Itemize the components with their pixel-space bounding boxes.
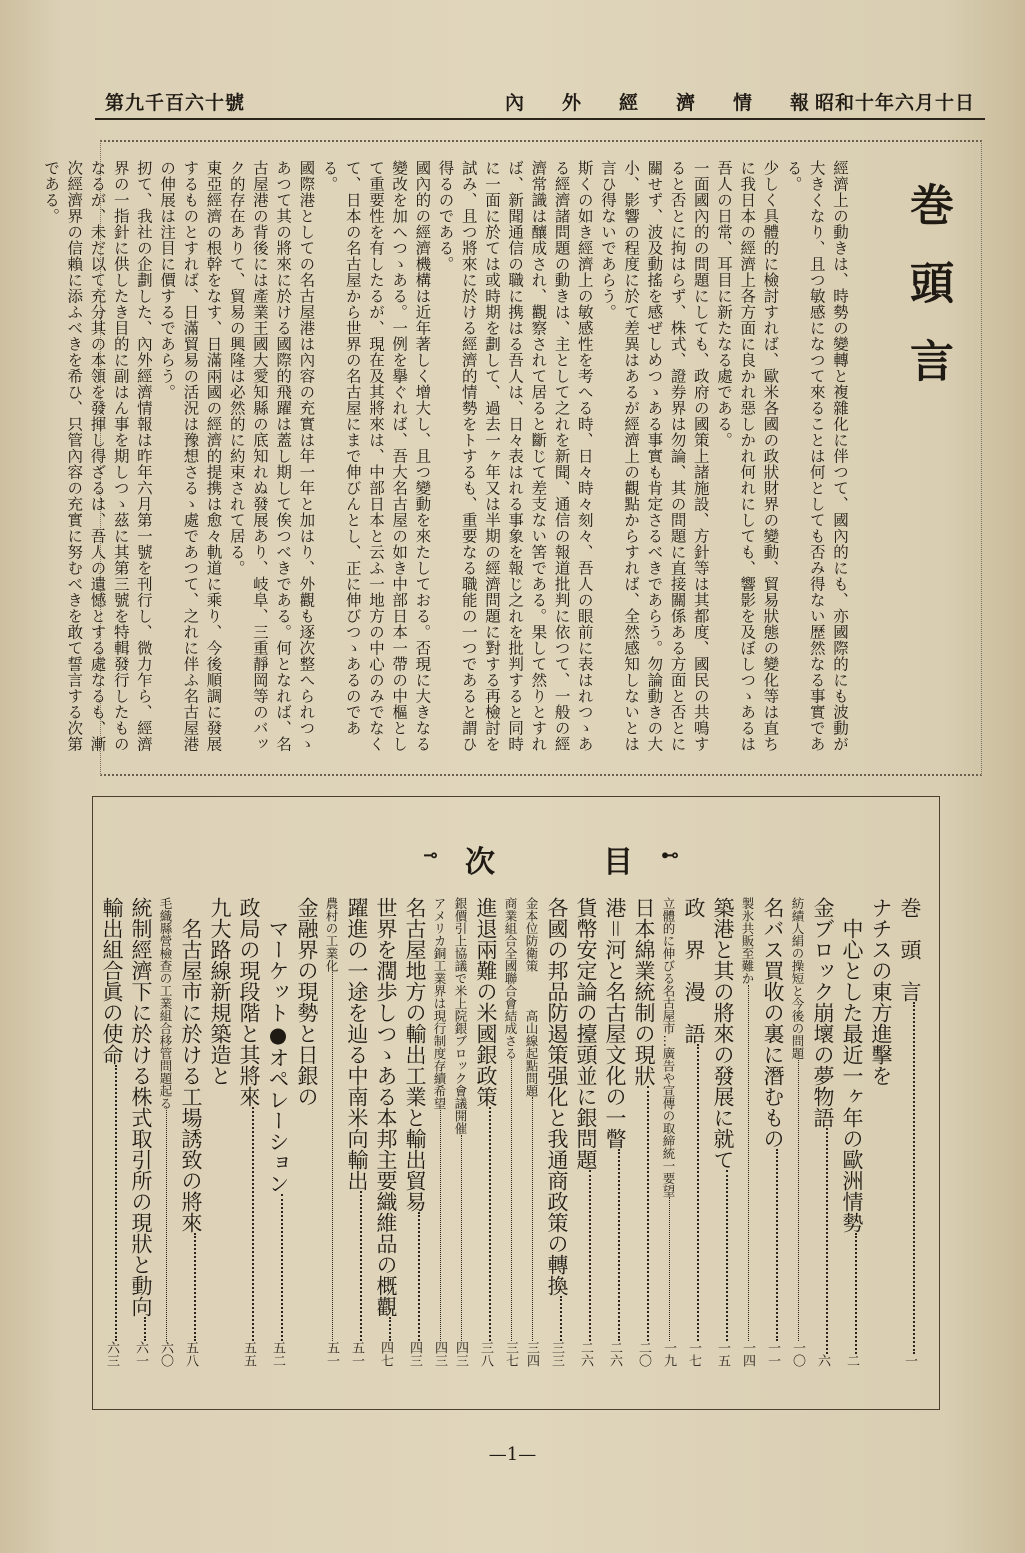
toc-entry-page: 六 [815,1354,830,1367]
publication-title: 報情濟經外內 [505,92,848,114]
preface-paragraph: 東亞經濟の根幹をなす、日滿兩國の經濟的提携は愈々軌道に乘り、今後順調に發展するものとすれば、日滿貿易の活況は豫想さるゝ處であつて、之れに伴ふ名古屋港の伸展は注目に價するであらう。 [158,160,223,752]
toc-entry [738,897,757,1367]
toc-title [423,837,723,880]
toc-entry-page: 五一 [349,1341,364,1367]
toc-entry-title: 金本位防衛策 高山線起點問題 [524,897,539,1097]
toc-entry-page: 一 [902,1354,917,1367]
toc-entry [451,897,470,1367]
toc-entry-title: 中心とした最近一ヶ年の歐洲情勢 [840,897,864,1233]
toc-entry-page: 五八 [183,1341,198,1367]
toc-entry-title: 商業組合全國聯合會結成さる [503,897,518,1060]
toc-entry-title: 毛織縣營檢查の工業組合移管問題起る [158,897,173,1110]
toc-entry-title: 九大路線新規築造と [208,897,232,1086]
toc-entry [343,897,370,1367]
toc-entry-title: 銀價引上協議で米上院銀ブロック會議開催 [453,897,468,1135]
leader-dots [243,1107,254,1341]
toc-entry [472,897,499,1367]
toc-entry [401,897,428,1367]
toc-entry [809,897,836,1367]
preface-paragraph: 扨て、我社の企劃した、內外經濟情報は昨年六月第一號を刊行し、微力乍ら、經濟界の一指針に供したき目的に副はん事を期しつゝ茲に其第三號を特輯發行したものなるが、未だ以て充分其の本領を發揮し得ざるは、吾人の遺憾とする處なるも、漸次經濟界の信賴に添ふべきを希ひ、只管內容の充實に努むべきを敢て誓言する次第である。 [42,160,153,752]
preface-paragraph: 少しく具體的に檢討すれば、歐米各國の政狀財界の變動、貿易狀態の變化等は直ちに我日本の經濟上各方面に良かれ惡しかれ何れにしても、響影を及ぼしつゝあるは吾人の日常、耳目に新たなる處である。 [714,160,780,752]
toc-entry [601,897,628,1367]
toc-entry [206,897,233,1367]
toc-entry-title: 名古屋市に於ける工場誘致の將來 [179,897,203,1233]
toc-entry-page: 五二 [270,1341,285,1367]
toc-entry-title: 名バス買收の裏に潛むもの [761,897,785,1149]
toc-entry-page: 一五 [715,1341,730,1367]
leader-dots [796,1060,799,1342]
toc-entry-title: 統制經濟下に於ける株式取引所の現狀と動向 [129,897,153,1317]
leader-dots [459,1135,462,1342]
leader-dots [551,1296,562,1341]
toc-entry [177,897,204,1367]
leader-dots [272,1194,283,1341]
toc-entry [235,897,262,1367]
ornament-icon: ⊷ [661,845,679,866]
toc-entry [501,897,520,1367]
toc-entry [430,897,449,1367]
ornament-icon: ⊸ [423,845,439,866]
issue-number: 號十六百千九第 [105,92,246,114]
toc-entry-page: 三八 [478,1341,493,1367]
toc-entry [543,897,570,1367]
toc-entry-page: 六一 [133,1341,148,1367]
leader-dots [480,1107,491,1341]
toc-title-moku: 目 [603,845,633,880]
toc-entry-title: 紡績人絹の操短と今後の問題 [790,897,805,1060]
toc-entry-title: 築港と其の將來の發展に就て [711,897,735,1170]
toc-entry [867,897,894,1367]
toc-entry-page: 三七 [503,1341,518,1367]
toc-entry-title: 港＝河と名古屋文化の一瞥 [603,897,627,1149]
toc-entry-page: 一四 [740,1341,755,1367]
toc-entry-title: 製氷共販至難か [740,897,755,985]
toc-entry-page: 四七 [378,1341,393,1367]
leader-dots [767,1149,778,1341]
toc-entry-page: 一一 [765,1341,780,1367]
toc-entry-title: 金ブロック崩壞の夢物語 [811,897,835,1128]
toc-entry-title: 輸出組合眞の使命 [100,897,124,1065]
table-of-contents [92,796,940,1410]
toc-entry-page: 三四 [524,1341,539,1367]
toc-entry-title: 貨幣安定論の擡頭並に銀問題 [574,897,598,1170]
toc-entry [630,897,657,1367]
toc-entry [522,897,541,1367]
leader-dots [688,1044,699,1341]
issue-date: 日十月六年十和昭 [814,92,975,114]
leader-dots [438,1110,441,1342]
leader-dots [846,1233,857,1354]
toc-entry [293,897,320,1367]
preface-paragraph: 經濟上の動きは、時勢の變轉と複雜化に伴つて、國內的にも、亦國際的にも波動が大きくなり、且つ敏感になつて來ることは何としても否み得ない歷然なる事實である。 [784,160,849,752]
toc-entry-title: 各國の邦品防遏策强化と我通商政策の轉換 [545,897,569,1296]
preface-box [42,140,982,776]
toc-entry-title: 名古屋地方の輸出工業と輸出貿易 [403,897,427,1212]
leader-dots [609,1149,620,1341]
leader-dots [580,1170,591,1341]
toc-entry-page: 五五 [241,1341,256,1367]
leader-dots [717,1170,728,1341]
toc-entry-page: 一七 [686,1341,701,1367]
toc-entry-title: 世界を濶歩しつゝある本邦主要織維品の概觀 [374,897,398,1317]
toc-entry-page: 三三 [549,1341,564,1367]
preface-body [42,160,851,760]
toc-entry-page: 四三 [453,1341,468,1367]
toc-entry [372,897,399,1367]
leader-dots [667,1197,670,1341]
leader-dots [509,1060,512,1342]
toc-entry [788,897,807,1367]
toc-entry [572,897,599,1367]
toc-entry [322,897,341,1367]
toc-entry [709,897,736,1367]
toc-entry [896,897,923,1367]
leader-dots [351,1191,362,1341]
toc-entry-title: 政局の現段階と其將來 [237,897,261,1107]
toc-entry [838,897,865,1367]
toc-entry [127,897,154,1367]
leader-dots [904,1002,915,1354]
toc-entry [98,897,125,1367]
preface-paragraph: 國際港としての名古屋港は內容の充實は年一年と加はり、外觀も逐次整へられつゝあつて其の將來に於ける國際的飛躍は蓋し期して俟つべきである。何となれば、名古屋港の背後には產業王國大愛知縣の底知れぬ發展あり、岐阜、三重靜岡等のバック的存在ありて、貿易の興隆は必然的に約束されて居る。 [227,160,316,752]
leader-dots [638,1086,649,1341]
toc-entry-title: 政 界 漫 語 [682,897,706,1044]
leader-dots [409,1212,420,1341]
toc-entry-title: 躍進の一途を辿る中南米向輸出 [345,897,369,1191]
preface-paragraph: 一面國內的の問題にしても、政府の國策上諸施設、方針等は其都度、國民の共鳴すると否とに拘はらず、株式、證券界は勿論、其の問題に直接關係ある方面と否とに關せず、波及動搖を感ぜしめつゝある事實も肯定さるべきであらう。勿論動きの大小、影響の程度に於て差異はあるが經濟上の觀點からすれば、全然感知しないとは言ひ得ないであらう。 [598,160,710,752]
toc-entry-page: 二六 [607,1341,622,1367]
toc-title-tsugi: 次 [465,845,495,880]
toc-entry [659,897,678,1367]
leader-dots [380,1317,391,1341]
toc-entry [759,897,786,1367]
leader-dots [185,1233,196,1341]
preface-paragraph: 國內的の經濟機構は近年著しく增大し、且つ變動を來たしておる。否現に大きなる變改を加へつゝある。一例を擧ぐれば、吾大名古屋の如き中部日本一帶の中樞として重要性を有したるが、現在及其將來は、中部日本と云ふ一地方の中心のみでなくて、日本の名古屋から世界の名古屋にまで伸びんとし、正に伸びつゝあるのである。 [320,160,432,752]
preface-paragraph: 斯くの如き經濟上の敏感性を考へる時、日々時々刻々、吾人の眼前に表はれつゝある經濟諸問題の動きは、主として之れを新聞、通信の報道批判に依つて、一般の經濟常識は釀成され、觀察されて居ると斷じて差支ない筈である。果して然りとすれば、新聞通信の職に携はる吾人は、日々表はれる事象を報じ之れを批判すると同時に一面に於ては或時期を劃して、過去一ヶ年又は半期の經濟問題に對する再檢討を試み、且つ將來に於ける經濟的情勢をトするも、重要なる職能の一つであると謂ひ得るのである。 [436,160,594,752]
toc-entry-page: 六〇 [158,1341,173,1367]
leader-dots [530,1097,533,1341]
toc-entry [156,897,175,1367]
toc-entry-page: 四三 [432,1341,447,1367]
toc-entry-page: 二 [844,1354,859,1367]
toc-entry-page: 二六 [578,1341,593,1367]
toc-entry-title: マーケット●オペレーション [266,897,290,1194]
leader-dots [135,1317,146,1341]
leader-dots [164,1110,167,1342]
toc-entry-page: 一九 [661,1341,676,1367]
leader-dots [817,1128,828,1354]
toc-entry-page: 二〇 [636,1341,651,1367]
toc-entry [264,897,291,1367]
toc-entry-title: 農村の工業化 [324,897,339,972]
toc-entry-page: 六三 [104,1341,119,1367]
toc-entry [680,897,707,1367]
page-number: —1— [488,1444,537,1465]
toc-entry-title: 日本綿業統制の現狀 [632,897,656,1086]
toc-list [96,897,923,1397]
preface-title: 巻頭言 [902,182,953,416]
toc-entry-title: 立體的に伸びる名古屋市…廣告や宣傳の取締統一要望 [661,897,676,1197]
toc-entry-title: 進退兩難の米國銀政策 [474,897,498,1107]
toc-entry-title: ナチスの東方進擊を [869,897,893,1086]
toc-entry-page: 四三 [407,1341,422,1367]
toc-entry-title: 巻 頭 言 [898,897,922,1002]
leader-dots [330,972,333,1341]
toc-entry-page: 五一 [324,1341,339,1367]
toc-entry-title: 金融界の現勢と日銀の [295,897,319,1107]
toc-entry-title: アメリカ銅工業界は現行制度存續希望 [432,897,447,1110]
leader-dots [106,1065,117,1341]
toc-entry-page: 一〇 [790,1341,805,1367]
leader-dots [746,985,749,1342]
running-header [95,78,985,120]
